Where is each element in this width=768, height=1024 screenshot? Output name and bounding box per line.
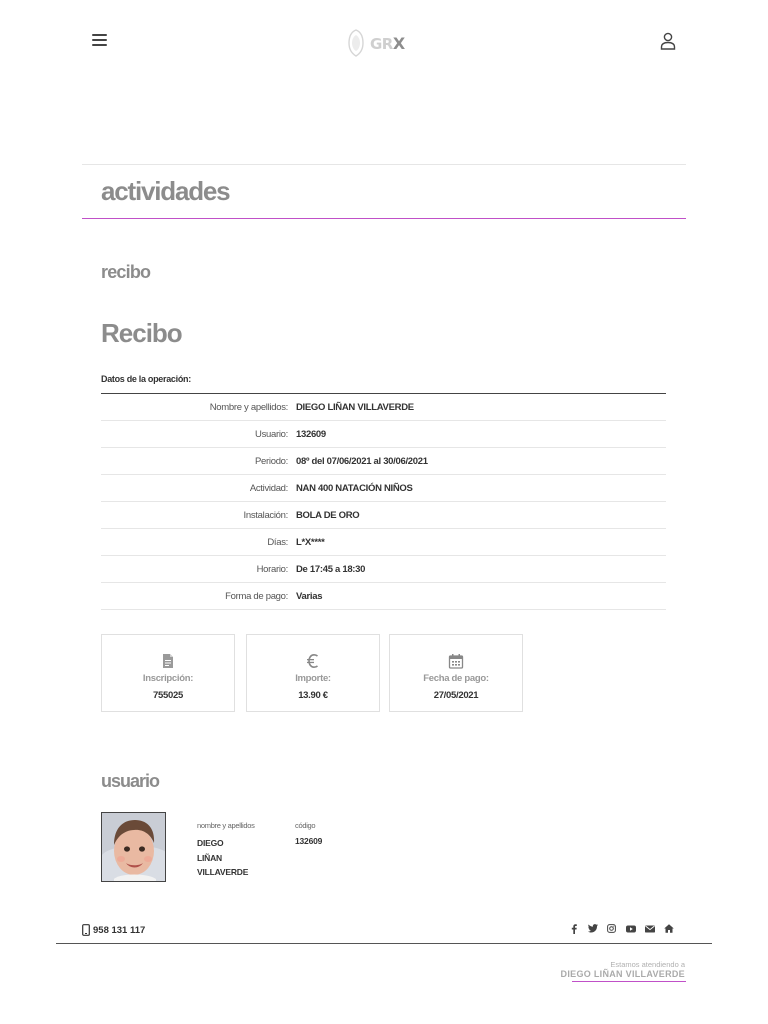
table-row bbox=[101, 394, 666, 421]
attending-label: Estamos atendiendo a bbox=[610, 960, 685, 969]
menu-icon[interactable] bbox=[92, 34, 107, 48]
logo[interactable] bbox=[346, 28, 405, 58]
table-row bbox=[101, 421, 666, 448]
row-value: BOLA DE ORO bbox=[296, 509, 360, 521]
user-name bbox=[197, 836, 248, 880]
youtube-icon[interactable] bbox=[625, 923, 636, 934]
payment-date-card bbox=[389, 634, 523, 712]
table-row bbox=[101, 583, 666, 610]
section-subtitle: recibo bbox=[101, 262, 151, 282]
row-label: Actividad: bbox=[249, 482, 288, 494]
name-line: DIEGO bbox=[197, 838, 224, 848]
card-value: 27/05/2021 bbox=[433, 690, 479, 701]
twitter-icon[interactable] bbox=[587, 923, 598, 934]
table-row bbox=[101, 529, 666, 556]
inscription-card bbox=[101, 634, 235, 712]
row-value: L*X**** bbox=[296, 536, 325, 548]
accent-divider bbox=[82, 218, 686, 219]
table-row bbox=[101, 502, 666, 529]
footer-divider bbox=[56, 943, 712, 944]
home-icon[interactable] bbox=[663, 923, 674, 934]
calendar-icon bbox=[448, 653, 464, 669]
card-value: 13.90 € bbox=[298, 690, 328, 701]
card-value: 755025 bbox=[153, 690, 183, 701]
logo-emblem-icon bbox=[346, 29, 366, 57]
receipt-table bbox=[101, 394, 666, 610]
row-label: Nombre y apellidos: bbox=[209, 401, 288, 413]
top-bar bbox=[0, 0, 768, 84]
phone-link[interactable] bbox=[82, 924, 145, 936]
phone-number: 958 131 117 bbox=[93, 924, 146, 936]
row-label: Forma de pago: bbox=[225, 590, 288, 602]
social-links bbox=[568, 923, 674, 934]
name-line: LIÑAN bbox=[197, 852, 222, 863]
card-title: Fecha de pago: bbox=[423, 673, 489, 684]
operation-label: Datos de la operación: bbox=[101, 374, 191, 384]
row-label: Instalación: bbox=[243, 509, 288, 521]
user-section-title: usuario bbox=[101, 771, 160, 791]
row-value: 08º del 07/06/2021 al 30/06/2021 bbox=[296, 455, 428, 467]
avatar-photo bbox=[102, 813, 166, 882]
receipt-title: Recibo bbox=[101, 318, 182, 348]
table-row bbox=[101, 448, 666, 475]
logo-text: GRX bbox=[370, 33, 405, 53]
code-column-header: código bbox=[295, 821, 316, 830]
user-icon[interactable] bbox=[660, 32, 676, 50]
row-value: DIEGO LIÑAN VILLAVERDE bbox=[296, 401, 414, 413]
instagram-icon[interactable] bbox=[606, 923, 617, 934]
row-label: Usuario: bbox=[255, 428, 288, 440]
document-icon bbox=[160, 653, 176, 669]
user-code: 132609 bbox=[295, 836, 323, 846]
table-row bbox=[101, 556, 666, 583]
facebook-icon[interactable] bbox=[568, 923, 579, 934]
card-title: Importe: bbox=[295, 673, 331, 684]
card-title: Inscripción: bbox=[142, 673, 194, 684]
euro-icon bbox=[305, 653, 321, 669]
page-title: actividades bbox=[101, 176, 230, 206]
name-column-header: nombre y apellidos bbox=[197, 821, 255, 830]
avatar bbox=[101, 812, 166, 882]
row-label: Días: bbox=[267, 536, 288, 548]
row-value: NAN 400 NATACIÓN NIÑOS bbox=[296, 482, 413, 494]
row-label: Horario: bbox=[256, 563, 288, 575]
divider bbox=[82, 164, 686, 165]
row-label: Periodo: bbox=[255, 455, 288, 467]
row-value: De 17:45 a 18:30 bbox=[296, 563, 366, 575]
name-line: VILLAVERDE bbox=[197, 867, 249, 877]
mail-icon[interactable] bbox=[644, 923, 655, 934]
phone-icon bbox=[82, 924, 90, 936]
attending-user-name[interactable]: DIEGO LIÑAN VILLAVERDE bbox=[560, 969, 685, 979]
row-value: Varias bbox=[296, 590, 323, 602]
amount-card bbox=[246, 634, 380, 712]
table-row bbox=[101, 475, 666, 502]
attending-underline bbox=[572, 981, 686, 982]
row-value: 132609 bbox=[296, 428, 326, 440]
